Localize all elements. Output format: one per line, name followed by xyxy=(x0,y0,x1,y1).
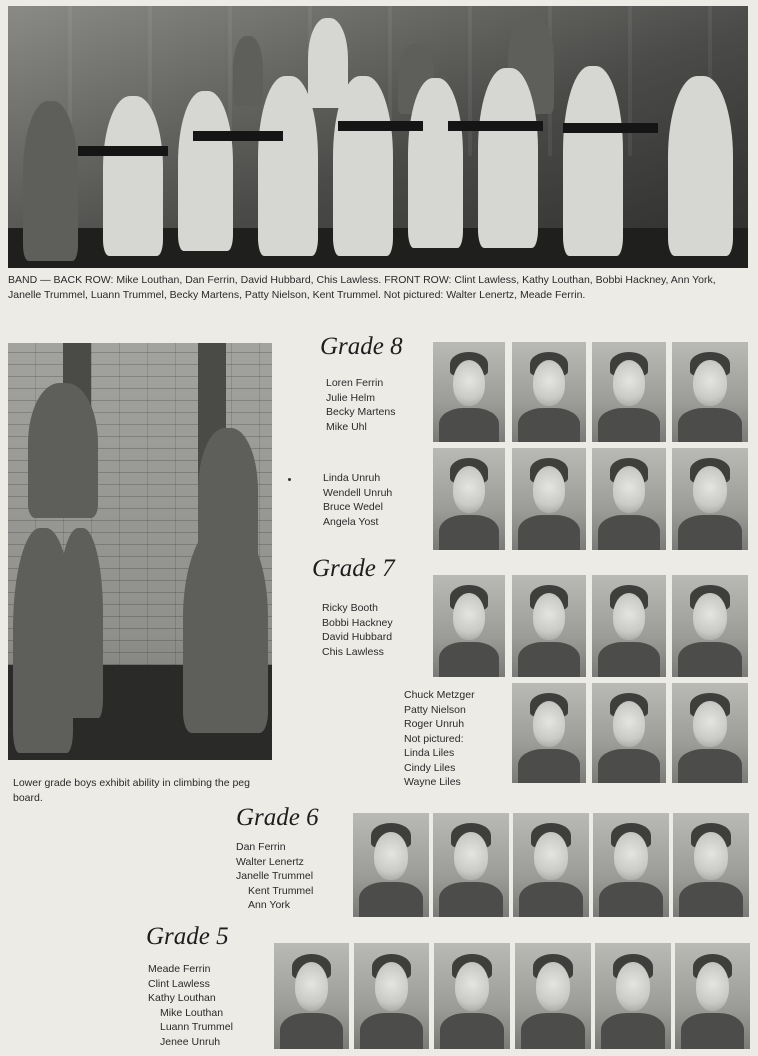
climbing-caption: Lower grade boys exhibit ability in climbing the peg board. xyxy=(13,777,250,804)
student-name: Becky Martens xyxy=(326,406,396,418)
student-portrait xyxy=(592,448,666,550)
student-name: Meade Ferrin xyxy=(148,963,211,975)
student-portrait xyxy=(673,813,749,917)
student-name: Luann Trummel xyxy=(160,1021,233,1033)
student-name: Dan Ferrin xyxy=(236,841,286,853)
grade-5-title: Grade 5 xyxy=(146,923,229,950)
student-name: Jenee Unruh xyxy=(160,1035,221,1048)
student-portrait xyxy=(433,342,505,442)
student-name: Mike Uhl xyxy=(326,420,367,433)
student-portrait xyxy=(512,575,586,677)
student-name: Wayne Liles xyxy=(404,776,461,788)
grade-7-names-row-1 xyxy=(322,601,393,659)
student-portrait xyxy=(353,813,429,917)
student-portrait xyxy=(592,683,666,783)
student-name: Clint Lawless xyxy=(148,977,210,990)
student-name: Chuck Metzger xyxy=(404,689,475,701)
student-portrait xyxy=(513,813,589,917)
student-name: Ricky Booth xyxy=(322,602,379,614)
bullet-mark xyxy=(288,478,291,481)
student-name: Linda Unruh xyxy=(323,472,381,484)
student-portrait xyxy=(433,813,509,917)
student-name: Cindy Liles xyxy=(404,761,456,774)
student-name: Angela Yost xyxy=(323,515,379,528)
student-portrait xyxy=(512,683,586,783)
grade-8-names-row-1 xyxy=(326,376,395,434)
student-portrait xyxy=(433,575,505,677)
student-name: Mike Louthan xyxy=(160,1006,224,1019)
student-portrait xyxy=(672,575,748,677)
student-portrait xyxy=(354,943,429,1049)
student-name: Roger Unruh xyxy=(404,718,465,730)
grade-8-title: Grade 8 xyxy=(320,333,403,360)
grade-7-names-row-2 xyxy=(404,688,475,790)
pegboard-climbing-photo xyxy=(8,343,272,760)
student-portrait xyxy=(434,943,510,1049)
student-portrait xyxy=(595,943,671,1049)
student-portrait xyxy=(274,943,349,1049)
student-portrait xyxy=(592,342,666,442)
student-portrait xyxy=(512,342,586,442)
student-portrait xyxy=(672,448,748,550)
not-pictured-label: Not pictured: xyxy=(404,732,464,745)
student-name: Bruce Wedel xyxy=(323,501,383,513)
student-name: Chis Lawless xyxy=(322,645,384,658)
student-name: Kent Trummel xyxy=(248,884,314,897)
student-name: Patty Nielson xyxy=(404,703,466,716)
grade-6-names xyxy=(236,840,313,913)
grade-6-title: Grade 6 xyxy=(236,804,319,831)
grade-5-names xyxy=(148,962,233,1049)
student-name: Walter Lenertz xyxy=(236,855,304,868)
student-name: Loren Ferrin xyxy=(326,377,384,389)
student-portrait xyxy=(515,943,591,1049)
student-name: Bobbi Hackney xyxy=(322,616,393,629)
grade-8-names-row-2 xyxy=(323,471,392,529)
student-portrait xyxy=(592,575,666,677)
band-caption: BAND — BACK ROW: Mike Louthan, Dan Ferrin, David Hubbard, Chis Lawless. FRONT ROW: Clint Lawless, Kathy Louthan, Bobbi Hackney, Ann York, Janelle Trummel, Luann Trummel, Becky Martens, Patty Nielson, Kent Trummel. Not pictured: Walter Lenertz, Meade Ferrin. xyxy=(8,274,716,301)
student-name: Kathy Louthan xyxy=(148,992,216,1004)
student-portrait xyxy=(672,683,748,783)
student-name: Janelle Trummel xyxy=(236,870,314,882)
grade-7-title: Grade 7 xyxy=(312,555,395,582)
student-name: Ann York xyxy=(248,899,291,911)
student-name: Julie Helm xyxy=(326,391,376,404)
student-name: Linda Liles xyxy=(404,747,455,759)
student-portrait xyxy=(512,448,586,550)
student-name: Wendell Unruh xyxy=(323,486,393,499)
student-portrait xyxy=(433,448,505,550)
student-portrait xyxy=(672,342,748,442)
band-photo xyxy=(8,6,748,268)
student-portrait xyxy=(593,813,669,917)
student-portrait xyxy=(675,943,750,1049)
student-name: David Hubbard xyxy=(322,631,393,643)
